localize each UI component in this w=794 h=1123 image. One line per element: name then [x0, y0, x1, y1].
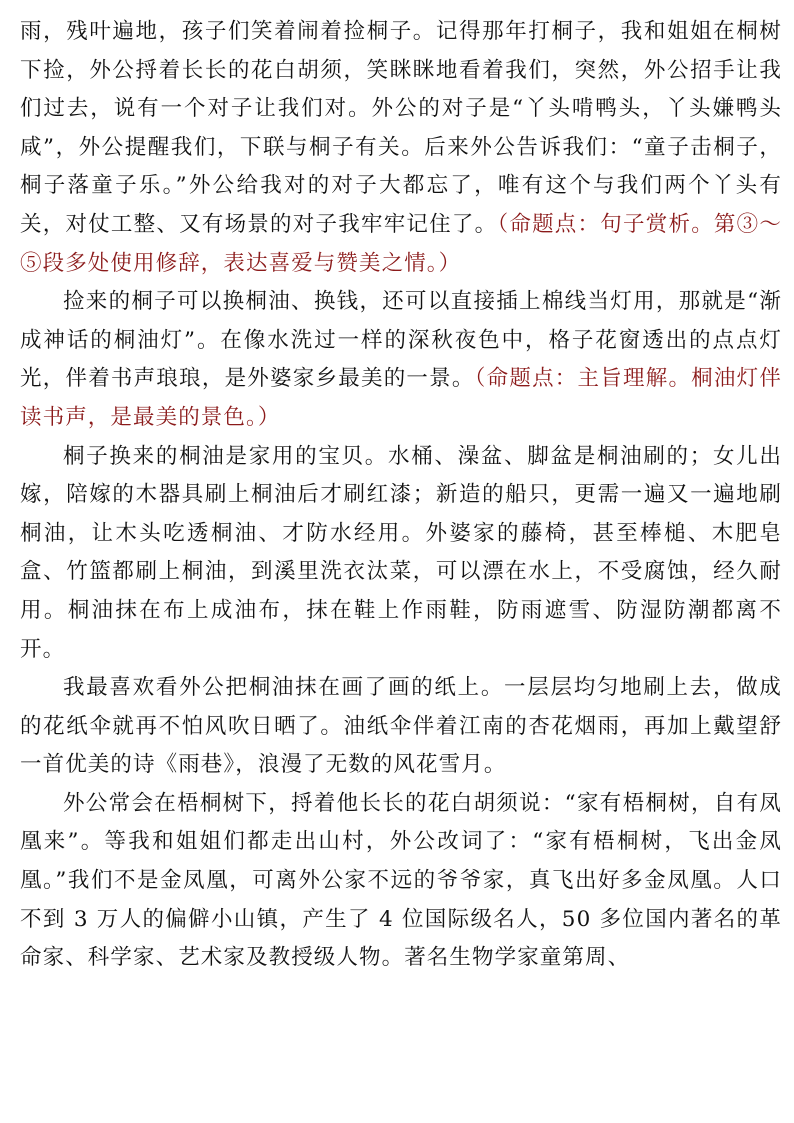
paragraph-1 [20, 13, 782, 283]
paragraph-1-text: 雨，残叶遍地，孩子们笑着闹着捡桐子。记得那年打桐子，我和姐姐在桐树下捡，外公捋着长长的花白胡须，笑眯眯地看着我们，突然，外公招手让我们过去，说有一个对子让我们对。外公的对子是“丫头啃鸭头，丫头嫌鸭头咸”，外公提醒我们，下联与桐子有关。后来外公告诉我们：“童子击桐子，桐子落童子乐。”外公给我对的对子大都忘了，唯有这个与我们两个丫头有关，对仗工整、又有场景的对子我牢牢记住了。 [20, 19, 782, 237]
paragraph-5-text: 外公常会在梧桐树下，捋着他长长的花白胡须说：“家有梧桐树，自有凤凰来”。等我和姐姐们都走出山村，外公改词了：“家有梧桐树，飞出金凤凰。”我们不是金凤凰，可离外公家不远的爷爷家，真飞出好多金凤凰。人口不到 3 万人的偏僻小山镇，产生了 4 位国际级名人，50 多位国内著名的革命家、科学家、艺术家及教授级人物。著名生物学家童第周、 [20, 790, 782, 971]
paragraph-4 [20, 669, 782, 785]
paragraph-2-text: 捡来的桐子可以换桐油、换钱，还可以直接插上棉线当灯用，那就是“渐成神话的桐油灯”。在像水洗过一样的深秋夜色中，格子花窗透出的点点灯光，伴着书声琅琅，是外婆家乡最美的一景。 [20, 289, 782, 392]
annotation-note-2: （命题点：主旨理解。桐油灯伴读书声，是最美的景色。） [20, 366, 782, 430]
annotation-note-1: （命题点：句子赏析。第③～⑤段多处使用修辞，表达喜爱与赞美之情。） [20, 211, 782, 276]
paragraph-2 [20, 283, 782, 437]
paragraph-5 [20, 785, 782, 978]
paragraph-4-text: 我最喜欢看外公把桐油抹在画了画的纸上。一层层均匀地刷上去，做成的花纸伞就再不怕风吹日晒了。油纸伞伴着江南的杏花烟雨，再加上戴望舒一首优美的诗《雨巷》，浪漫了无数的风花雪月。 [20, 675, 782, 778]
paragraph-3 [20, 438, 782, 670]
paragraph-3-text: 桐子换来的桐油是家用的宝贝。水桶、澡盆、脚盆是桐油刷的；女儿出嫁，陪嫁的木器具刷上桐油后才刷红漆；新造的船只，更需一遍又一遍地刷桐油，让木头吃透桐油、才防水经用。外婆家的藤椅，甚至棒槌、木肥皂盒、竹篮都刷上桐油，到溪里洗衣汰菜，可以漂在水上，不受腐蚀，经久耐用。桐油抹在布上成油布，抹在鞋上作雨鞋，防雨遮雪、防湿防潮都离不开。 [20, 443, 782, 662]
